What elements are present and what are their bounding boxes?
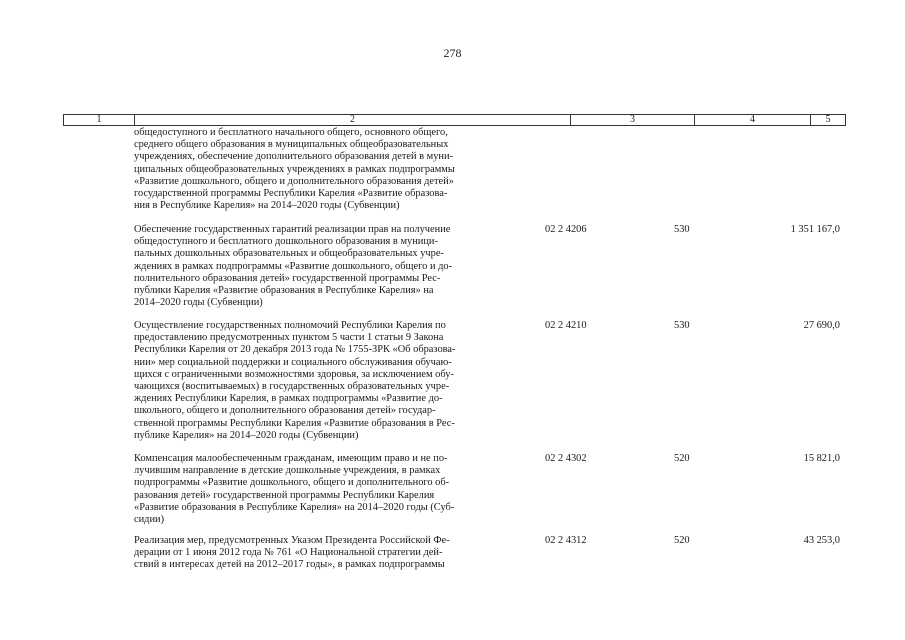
row-amount: 27 690,0: [803, 320, 840, 331]
row-expense-kind: 520: [674, 453, 690, 464]
row-code: 02 2 4206: [545, 224, 587, 235]
row-amount: 1 351 167,0: [790, 224, 840, 235]
column-header-3: 3: [570, 115, 694, 125]
page-number: 278: [443, 46, 462, 60]
column-header-4: 4: [694, 115, 810, 125]
row-code: 02 2 4312: [545, 535, 587, 546]
column-header-1: 1: [96, 114, 102, 125]
row-description: Обеспечение государственных гарантий реализации прав на получение общедоступного и бесплатного дошкольного образования в муници- пальных дошкольных образовательных и общеобразовательных учре- ждениях в рамках подпрограммы «Развитие дошкольного, общего и до- полнительного образования детей» государственной программы Рес- публики Карелия «Развитие образования в Республике Карелия» на 2014–2020 годы (Субвенции): [134, 224, 453, 309]
row-description: Реализация мер, предусмотренных Указом Президента Российской Фе- дерации от 1 июня 2012 года № 761 «О Национальной стратегии дей- ствий в интересах детей на 2012–2017 годы», в рамках подпрограммы: [134, 535, 450, 571]
row-code: 02 2 4210: [545, 320, 587, 331]
table-header: [63, 114, 846, 126]
column-header-2: 2: [134, 115, 570, 125]
column-header-5: 5: [810, 115, 845, 125]
row-expense-kind: 530: [674, 224, 690, 235]
row-expense-kind: 530: [674, 320, 690, 331]
row-expense-kind: 520: [674, 535, 690, 546]
row-description: Осуществление государственных полномочий Республики Карелия по предоставлению предусмотренных пунктом 5 части 1 статьи 9 Закона Республики Карелия от 20 декабря 2013 года № 1755-ЗРК «Об образова- нии» мер социальной поддержки и социального обслуживания обучаю- щихся с ограниченными возможностями здоровья, за исключением обу- чающихся (воспитываемых) в государственных образовательных учре- ждениях Республики Карелия, в рамках подпрограммы «Развитие до- школьного, общего и дополнительного образования детей» государ- ственной программы Республики Карелия «Развитие образования в Рес- публике Карелия» на 2014–2020 годы (Субвенции): [134, 320, 456, 441]
row-code: 02 2 4302: [545, 453, 587, 464]
row-amount: 15 821,0: [803, 453, 840, 464]
row-description: Компенсация малообеспеченным гражданам, имеющим право и не по- лучившим направление в детские дошкольные учреждения, в рамках подпрограммы «Развитие дошкольного, общего и дополнительного об- разования детей» государственной программы Республики Карелия «Развитие образования в Республике Карелия» на 2014–2020 годы (Суб- сидии): [134, 453, 455, 526]
row-description: общедоступного и бесплатного начального общего, основного общего, среднего общего образования в муниципальных общеобразовательных учреждениях, обеспечение дополнительного образования детей в муни- ципальных общеобразовательных учреждениях в рамках подпрограммы «Развитие дошкольного, общего и дополнительного образования детей» государственной программы Республики Карелия «Развитие образова- ния в Республике Карелия» на 2014–2020 годы (Субвенции): [134, 127, 455, 212]
row-amount: 43 253,0: [803, 535, 840, 546]
